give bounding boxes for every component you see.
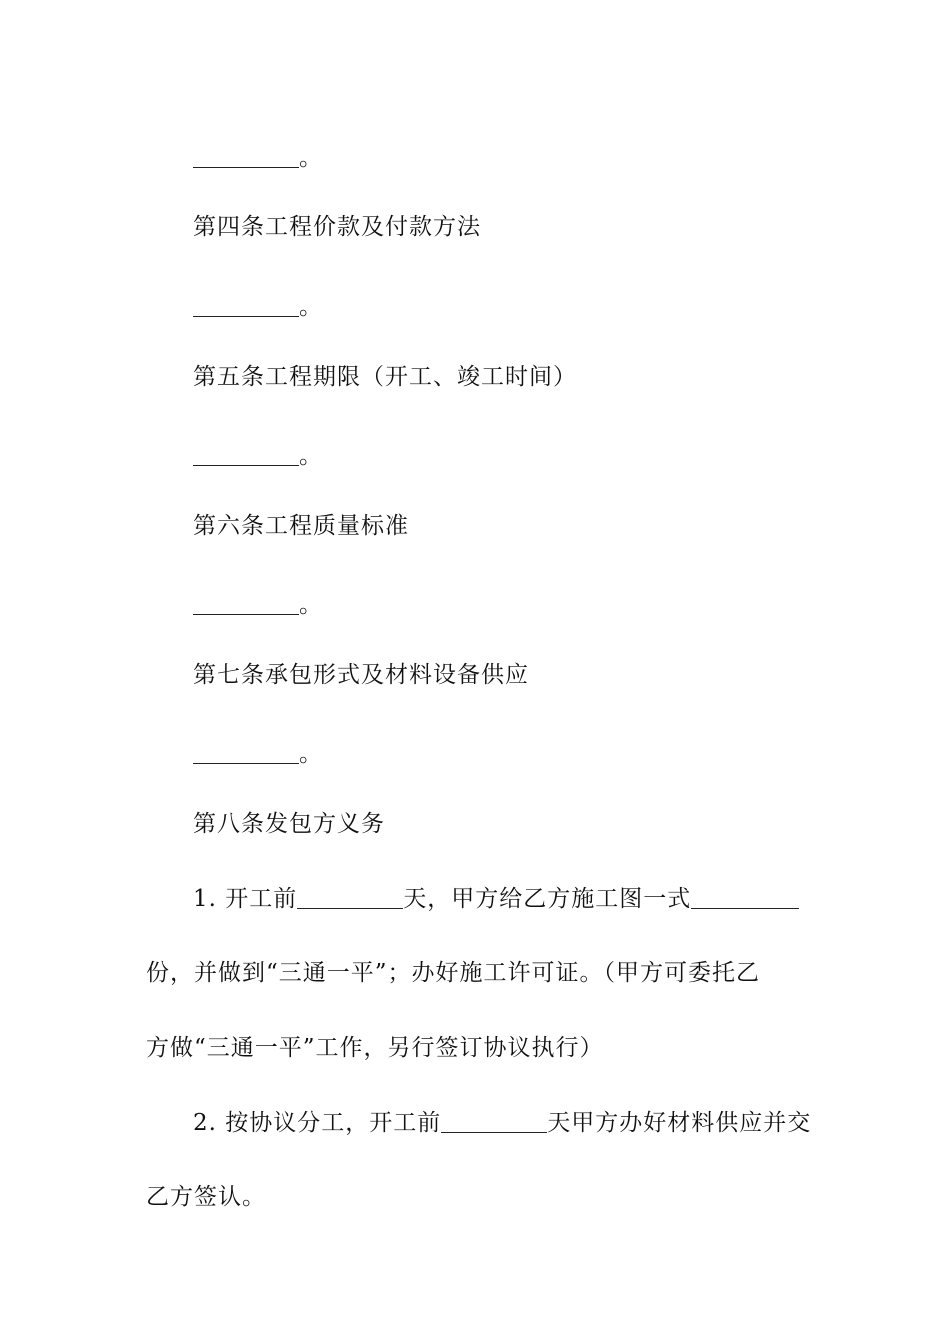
fill-in-blank[interactable] [193, 443, 299, 466]
article-8-heading: 第八条发包方义务 [193, 811, 385, 837]
fill-in-blank[interactable] [193, 145, 299, 168]
article-4-heading: 第四条工程价款及付款方法 [193, 214, 481, 240]
item-1-text-a: 1. 开工前 [193, 886, 298, 912]
period: 。 [299, 145, 323, 171]
fill-in-blank[interactable] [193, 592, 299, 615]
article-6-heading: 第六条工程质量标准 [193, 513, 409, 539]
period: 。 [299, 592, 323, 618]
item-1-line-2: 份，并做到“三通一平”；办好施工许可证。（甲方可委托乙 [146, 960, 761, 986]
item-2-line-2: 乙方签认。 [146, 1184, 266, 1210]
blank-line-3 [193, 441, 323, 471]
item-1-line-3: 方做“三通一平”工作，另行签订协议执行） [146, 1035, 604, 1061]
item-1-line-1 [193, 884, 799, 914]
blank-line-2 [193, 292, 323, 322]
fill-in-blank-days[interactable] [441, 1110, 547, 1133]
blank-line-1 [193, 143, 323, 173]
period: 。 [299, 741, 323, 767]
item-1-text-b: 天，甲方给乙方施工图一式 [403, 886, 692, 912]
fill-in-blank-copies[interactable] [691, 886, 799, 909]
fill-in-blank[interactable] [193, 741, 299, 764]
period: 。 [299, 443, 323, 469]
item-2-text-b: 天甲方办好材料供应并交 [547, 1110, 812, 1136]
item-2-text-a: 2. 按协议分工，开工前 [193, 1110, 442, 1136]
period: 。 [299, 294, 323, 320]
article-7-heading: 第七条承包形式及材料设备供应 [193, 662, 529, 688]
blank-line-4 [193, 590, 323, 620]
blank-line-5 [193, 739, 323, 769]
item-2-line-1 [193, 1108, 811, 1138]
fill-in-blank[interactable] [193, 294, 299, 317]
fill-in-blank-days[interactable] [297, 886, 403, 909]
article-5-heading: 第五条工程期限（开工、竣工时间） [193, 364, 577, 390]
